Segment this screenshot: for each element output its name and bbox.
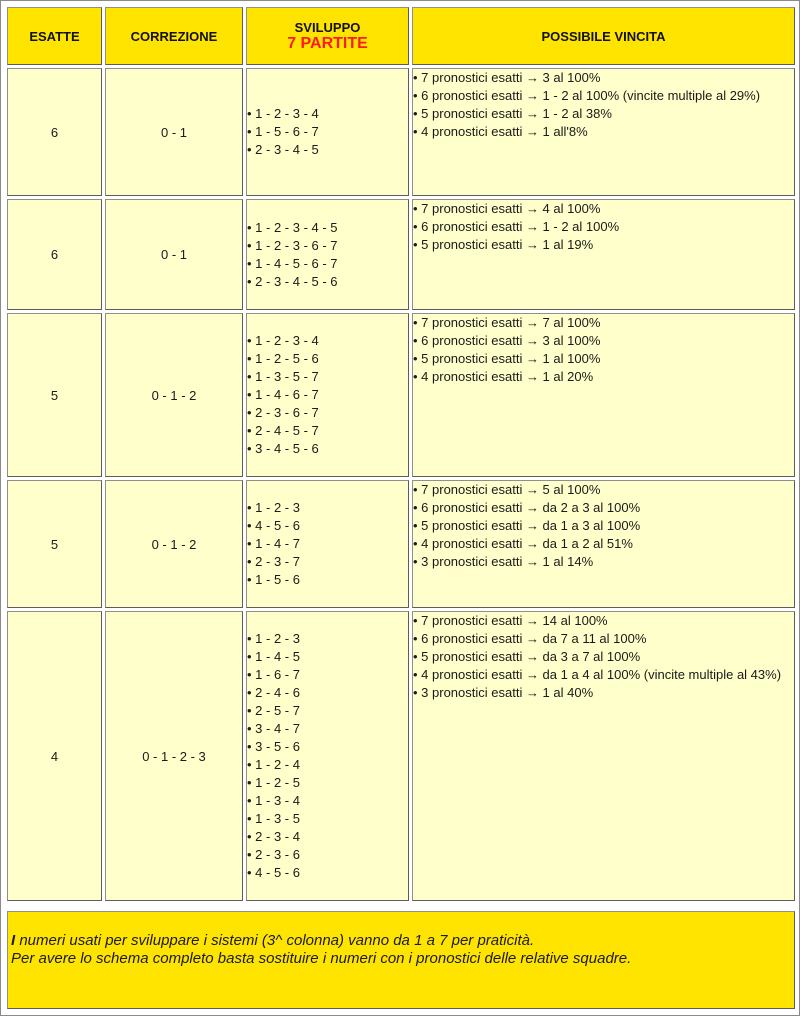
- list-item: • 1 - 3 - 5: [247, 810, 408, 828]
- list-item: • 2 - 3 - 4 - 5: [247, 141, 408, 159]
- list-item: • 2 - 3 - 7: [247, 553, 408, 571]
- header-partite-label: 7 PARTITE: [287, 34, 368, 52]
- list-item: • 7 pronostici esatti → 7 al 100%: [413, 314, 794, 332]
- table-row: [7, 313, 795, 477]
- vincita-list: [413, 612, 794, 702]
- header-vincita: POSSIBILE VINCITA: [412, 7, 795, 65]
- list-item: • 2 - 4 - 5 - 7: [247, 422, 408, 440]
- list-item: • 1 - 3 - 4: [247, 792, 408, 810]
- list-item: • 6 pronostici esatti → 1 - 2 al 100% (vincite multiple al 29%): [413, 87, 794, 105]
- esatte-cell: 5: [7, 313, 102, 477]
- list-item: • 2 - 3 - 4: [247, 828, 408, 846]
- header-sviluppo: [246, 7, 409, 65]
- list-item: • 3 - 5 - 6: [247, 738, 408, 756]
- sviluppo-list: [247, 499, 408, 589]
- list-item: • 2 - 3 - 6 - 7: [247, 404, 408, 422]
- sviluppo-cell: [246, 611, 409, 901]
- list-item: • 1 - 4 - 6 - 7: [247, 386, 408, 404]
- list-item: • 7 pronostici esatti → 14 al 100%: [413, 612, 794, 630]
- esatte-cell: 4: [7, 611, 102, 901]
- list-item: • 1 - 6 - 7: [247, 666, 408, 684]
- list-item: • 7 pronostici esatti → 3 al 100%: [413, 69, 794, 87]
- vincita-cell: [412, 611, 795, 901]
- list-item: • 5 pronostici esatti → da 1 a 3 al 100%: [413, 517, 794, 535]
- table-row: [7, 199, 795, 310]
- list-item: • 1 - 5 - 6: [247, 571, 408, 589]
- list-item: • 1 - 2 - 5 - 6: [247, 350, 408, 368]
- list-item: • 1 - 3 - 5 - 7: [247, 368, 408, 386]
- list-item: • 6 pronostici esatti → da 2 a 3 al 100%: [413, 499, 794, 517]
- esatte-cell: 6: [7, 199, 102, 310]
- vincita-cell: [412, 199, 795, 310]
- header-esatte: ESATTE: [7, 7, 102, 65]
- vincita-list: [413, 69, 794, 141]
- esatte-cell: 5: [7, 480, 102, 608]
- header-sviluppo-label: SVILUPPO: [294, 19, 361, 35]
- list-item: • 1 - 2 - 4: [247, 756, 408, 774]
- list-item: • 4 - 5 - 6: [247, 864, 408, 882]
- list-item: • 1 - 2 - 3 - 4: [247, 105, 408, 123]
- esatte-cell: 6: [7, 68, 102, 196]
- list-item: • 1 - 4 - 5: [247, 648, 408, 666]
- correzione-cell: 0 - 1 - 2: [105, 480, 243, 608]
- footer-line-1: [11, 932, 790, 950]
- list-item: • 3 pronostici esatti → 1 al 14%: [413, 553, 794, 571]
- sviluppo-list: [247, 105, 408, 159]
- list-item: • 2 - 3 - 6: [247, 846, 408, 864]
- list-item: • 1 - 2 - 3: [247, 499, 408, 517]
- list-item: • 5 pronostici esatti → 1 al 19%: [413, 236, 794, 254]
- header-row: [7, 7, 795, 65]
- list-item: • 7 pronostici esatti → 4 al 100%: [413, 200, 794, 218]
- footer-line-2: Per avere lo schema completo basta sostituire i numeri con i pronostici delle relative squadre.: [11, 950, 632, 967]
- list-item: • 2 - 3 - 4 - 5 - 6: [247, 273, 408, 291]
- footer-note: [7, 911, 795, 1009]
- vincita-list: [413, 481, 794, 571]
- sviluppo-cell: [246, 68, 409, 196]
- table-row: [7, 480, 795, 608]
- footer-first-letter: I: [11, 932, 16, 949]
- list-item: • 6 pronostici esatti → 3 al 100%: [413, 332, 794, 350]
- list-item: • 4 pronostici esatti → da 1 a 4 al 100% (vincite multiple al 43%): [413, 666, 794, 684]
- correzione-cell: 0 - 1: [105, 199, 243, 310]
- list-item: • 1 - 2 - 3 - 6 - 7: [247, 237, 408, 255]
- list-item: • 1 - 4 - 7: [247, 535, 408, 553]
- vincita-cell: [412, 480, 795, 608]
- header-correzione: CORREZIONE: [105, 7, 243, 65]
- systems-table: [4, 4, 798, 904]
- sviluppo-list: [247, 219, 408, 291]
- vincita-cell: [412, 68, 795, 196]
- list-item: • 6 pronostici esatti → 1 - 2 al 100%: [413, 218, 794, 236]
- list-item: • 1 - 2 - 3 - 4 - 5: [247, 219, 408, 237]
- list-item: • 1 - 4 - 5 - 6 - 7: [247, 255, 408, 273]
- sviluppo-cell: [246, 313, 409, 477]
- sviluppo-cell: [246, 480, 409, 608]
- list-item: • 2 - 4 - 6: [247, 684, 408, 702]
- sviluppo-cell: [246, 199, 409, 310]
- list-item: • 5 pronostici esatti → 1 - 2 al 38%: [413, 105, 794, 123]
- correzione-cell: 0 - 1 - 2 - 3: [105, 611, 243, 901]
- list-item: • 3 - 4 - 7: [247, 720, 408, 738]
- list-item: • 4 - 5 - 6: [247, 517, 408, 535]
- correzione-cell: 0 - 1: [105, 68, 243, 196]
- list-item: • 3 - 4 - 5 - 6: [247, 440, 408, 458]
- list-item: • 3 pronostici esatti → 1 al 40%: [413, 684, 794, 702]
- list-item: • 5 pronostici esatti → da 3 a 7 al 100%: [413, 648, 794, 666]
- list-item: • 4 pronostici esatti → da 1 a 2 al 51%: [413, 535, 794, 553]
- list-item: • 1 - 5 - 6 - 7: [247, 123, 408, 141]
- list-item: • 1 - 2 - 3: [247, 630, 408, 648]
- list-item: • 4 pronostici esatti → 1 all'8%: [413, 123, 794, 141]
- list-item: • 1 - 2 - 5: [247, 774, 408, 792]
- footer-line-1-text: numeri usati per sviluppare i sistemi (3^ colonna) vanno da 1 a 7 per praticità.: [15, 932, 535, 949]
- list-item: • 2 - 5 - 7: [247, 702, 408, 720]
- table-row: [7, 611, 795, 901]
- correzione-cell: 0 - 1 - 2: [105, 313, 243, 477]
- table-row: [7, 68, 795, 196]
- list-item: • 5 pronostici esatti → 1 al 100%: [413, 350, 794, 368]
- list-item: • 4 pronostici esatti → 1 al 20%: [413, 368, 794, 386]
- vincita-cell: [412, 313, 795, 477]
- list-item: • 6 pronostici esatti → da 7 a 11 al 100%: [413, 630, 794, 648]
- vincita-list: [413, 314, 794, 386]
- sviluppo-list: [247, 332, 408, 458]
- sviluppo-list: [247, 630, 408, 882]
- list-item: • 7 pronostici esatti → 5 al 100%: [413, 481, 794, 499]
- vincita-list: [413, 200, 794, 254]
- list-item: • 1 - 2 - 3 - 4: [247, 332, 408, 350]
